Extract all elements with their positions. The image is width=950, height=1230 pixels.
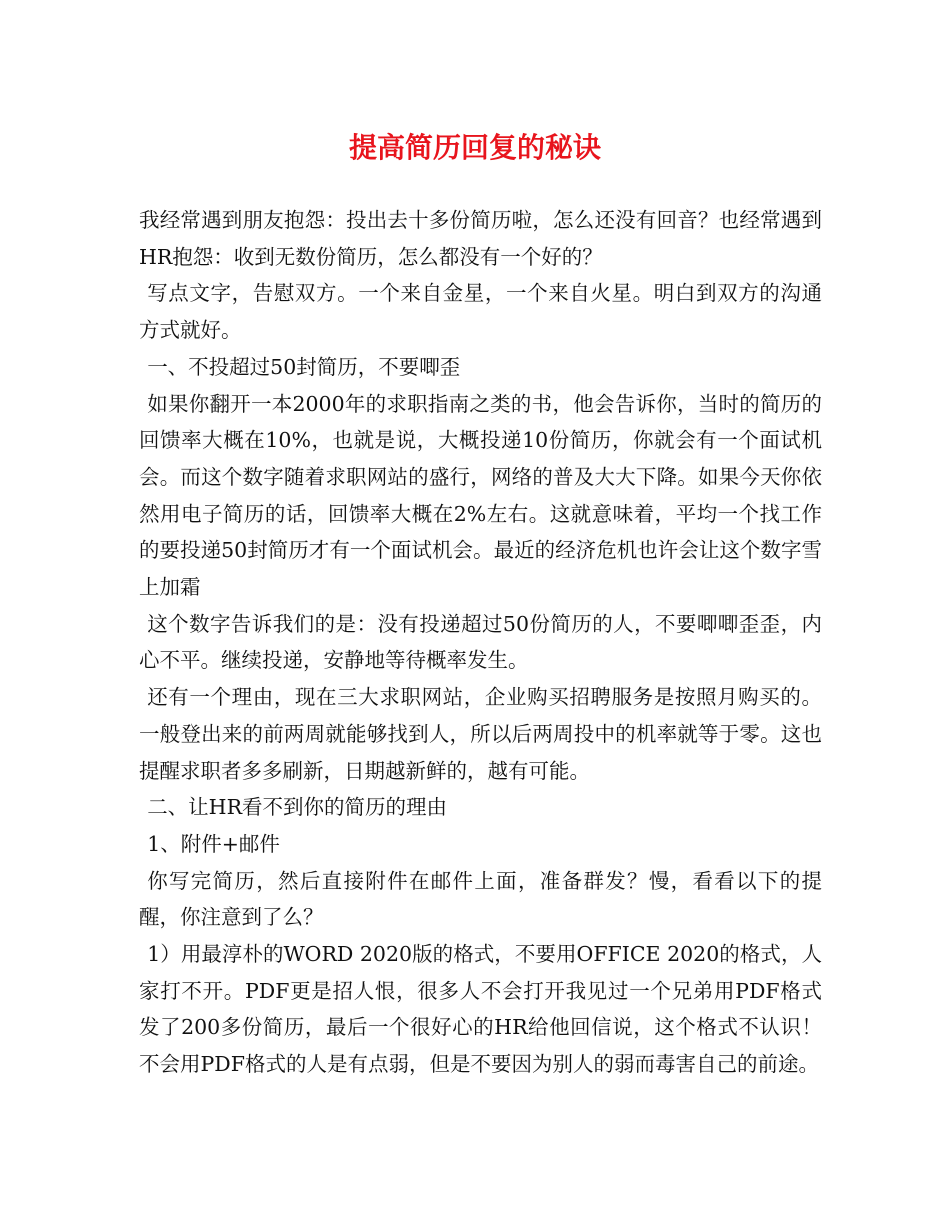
document-title: 提高简历回复的秘诀 (348, 131, 601, 164)
section-heading-1: 一、不投超过50封简历，不要唧歪 (147, 354, 461, 379)
paragraph-attachment-reminder: 你写完简历，然后直接附件在邮件上面，准备群发？慢，看看以下的提醒，你注意到了么？ (139, 868, 822, 930)
document-body (139, 202, 822, 1083)
section-heading-2: 二、让HR看不到你的简历的理由 (147, 795, 447, 820)
paragraph-comfort: 写点文字，告慰双方。一个来自金星，一个来自火星。明白到双方的沟通方式就好。 (139, 281, 822, 343)
paragraph-number-meaning: 这个数字告诉我们的是：没有投递超过50份简历的人，不要唧唧歪歪，内心不平。继续投递，安静地等待概率发生。 (139, 611, 822, 673)
paragraph-intro: 我经常遇到朋友抱怨：投出去十多份简历啦，怎么还没有回音？也经常遇到HR抱怨：收到无数份简历，怎么都没有一个好的？ (139, 208, 822, 269)
paragraph-another-reason: 还有一个理由，现在三大求职网站，企业购买招聘服务是按照月购买的。一般登出来的前两周就能够找到人，所以后两周投中的机率就等于零。这也提醒求职者多多刷新，日期越新鲜的，越有可能。 (139, 685, 822, 783)
subsection-heading-attachment: 1、附件+邮件 (147, 831, 280, 856)
paragraph-response-rate: 如果你翻开一本2000年的求职指南之类的书，他会告诉你，当时的简历的回馈率大概在10%，也就是说，大概投递10份简历，你就会有一个面试机会。而这个数字随着求职网站的盛行，网络的普及大大下降。如果今天你依然用电子简历的话，回馈率大概在2%左右。这就意味着，平均一个找工作的要投递50封简历才有一个面试机会。最近的经济危机也许会让这个数字雪上加霜 (139, 391, 822, 600)
paragraph-word-format: 1）用最淳朴的WORD 2020版的格式，不要用OFFICE 2020的格式，人家打不开。PDF更是招人恨，很多人不会打开我见过一个兄弟用PDF格式发了200多份简历，最后一个很好心的HR给他回信说，这个格式不认识！不会用PDF格式的人是有点弱，但是不要因为别人的弱而毒害自己的前途。 (139, 942, 822, 1077)
